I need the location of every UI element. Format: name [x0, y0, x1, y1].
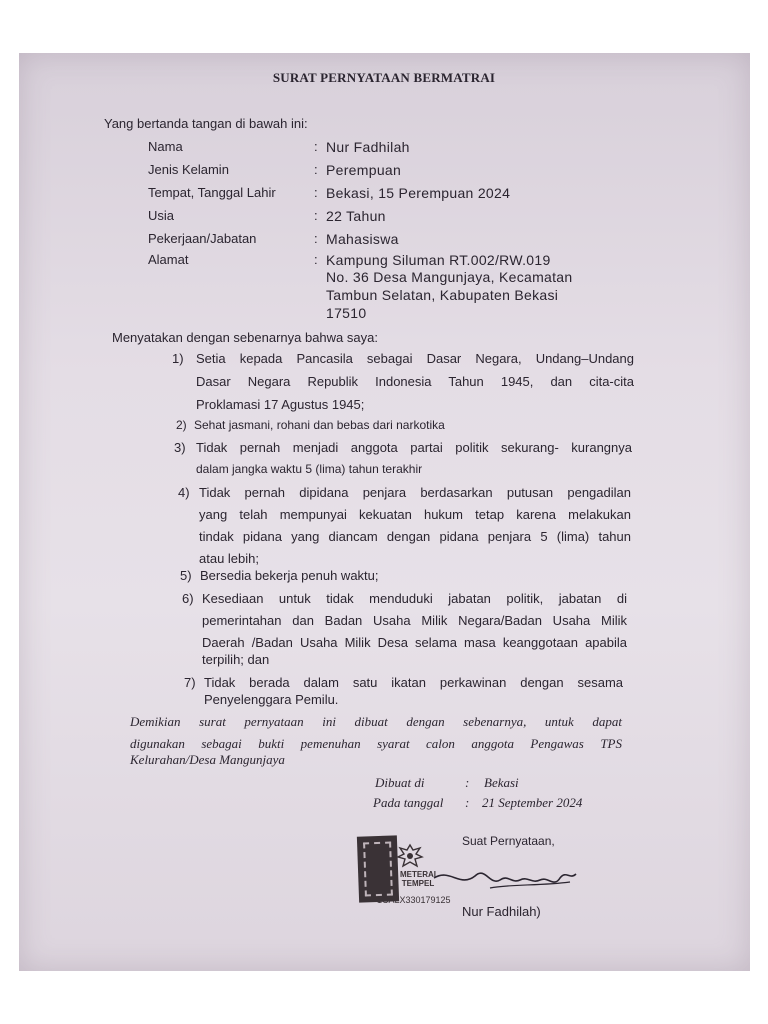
item-line: yang telah mempunyai kekuatan hukum tetap karena melakukan [199, 507, 631, 522]
signer-name: Nur Fadhilah) [462, 904, 541, 919]
address-line: Tambun Selatan, Kabupaten Bekasi [326, 287, 559, 303]
date-value: 21 September 2024 [482, 795, 583, 810]
identity-colon: : [314, 185, 318, 200]
identity-value: Nur Fadhilah [326, 139, 410, 155]
item-line: tindak pidana yang diancam dengan pidana penjara 5 (lima) tahun [199, 529, 631, 544]
item-line: Tidak berada dalam satu ikatan perkawinan dengan sesama [204, 675, 623, 690]
identity-colon: : [314, 139, 318, 154]
identity-label: Pekerjaan/Jabatan [148, 231, 257, 246]
address-line: No. 36 Desa Mangunjaya, Kecamatan [326, 269, 573, 285]
item-number: 5) [180, 568, 192, 583]
document-title: SURAT PERNYATAAN BERMATRAI [272, 70, 496, 85]
item-line: Tidak pernah dipidana penjara berdasarkan putusan pengadilan [199, 485, 631, 500]
item-number: 6) [182, 591, 194, 606]
item-number: 3) [174, 440, 186, 455]
date-colon: : [465, 795, 470, 810]
identity-value: Kampung Siluman RT.002/RW.019 [326, 252, 551, 268]
closing-line: Demikian surat pernyataan ini dibuat dengan sebenarnya, untuk dapat [130, 714, 622, 729]
item-number: 4) [178, 485, 190, 500]
item-line: Bersedia bekerja penuh waktu; [200, 568, 379, 583]
stamp-label-line: TEMPEL [401, 879, 435, 888]
item-line: atau lebih; [199, 551, 259, 566]
item-line: terpilih; dan [202, 652, 270, 667]
identity-label: Alamat [148, 252, 189, 267]
item-line: Dasar Negara Republik Indonesia Tahun 1945, dan cita-cita [196, 374, 634, 389]
identity-label: Usia [148, 208, 175, 223]
identity-colon: : [314, 162, 318, 177]
stamp-serial: 1CALX330179125 [377, 895, 451, 905]
closing-line: Kelurahan/Desa Mangunjaya [130, 752, 285, 767]
identity-colon: : [314, 231, 318, 246]
identity-value: Perempuan [326, 162, 402, 178]
signature-heading: Suat Pernyataan, [462, 834, 555, 848]
item-number: 1) [172, 351, 184, 366]
stamp-label-line: METERAI [400, 870, 436, 879]
garuda-emblem-icon [396, 842, 424, 872]
closing-line: digunakan sebagai bukti pemenuhan syarat calon anggota Pengawas TPS [130, 736, 622, 751]
item-line: Tidak pernah menjadi anggota partai politik sekurang- kurangnya [196, 440, 632, 455]
identity-colon: : [314, 208, 318, 223]
item-line: Setia kepada Pancasila sebagai Dasar Negara, Undang–Undang [196, 351, 634, 366]
item-line: dalam jangka waktu 5 (lima) tahun terakhir [196, 462, 423, 476]
item-line: Sehat jasmani, rohani dan bebas dari narkotika [194, 418, 445, 432]
address-line: 17510 [326, 305, 367, 321]
item-number: 7) [184, 675, 196, 690]
declaration-intro: Menyatakan dengan sebenarnya bahwa saya: [112, 330, 378, 345]
identity-value: Mahasiswa [326, 231, 399, 247]
identity-colon: : [314, 252, 318, 267]
place-value: Bekasi [484, 775, 519, 790]
item-number: 2) [176, 418, 187, 432]
intro-text: Yang bertanda tangan di bawah ini: [104, 116, 308, 131]
place-label: Dibuat di [375, 775, 425, 790]
identity-label: Nama [148, 139, 183, 154]
item-line: pemerintahan dan Badan Usaha Milik Negara/Badan Usaha Milik [202, 613, 627, 628]
item-line: Proklamasi 17 Agustus 1945; [196, 397, 365, 412]
identity-value: Bekasi, 15 Perempuan 2024 [326, 185, 511, 201]
revenue-stamp [357, 835, 399, 902]
item-line: Kesediaan untuk tidak menduduki jabatan politik, jabatan di [202, 591, 627, 606]
item-line: Daerah /Badan Usaha Milik Desa selama masa keanggotaan apabila [202, 635, 627, 650]
date-label: Pada tanggal [373, 795, 444, 810]
place-colon: : [465, 775, 470, 790]
identity-label: Jenis Kelamin [148, 162, 229, 177]
identity-label: Tempat, Tanggal Lahir [148, 185, 276, 200]
handwritten-signature [430, 858, 580, 898]
item-line: Penyelenggara Pemilu. [204, 692, 339, 707]
identity-value: 22 Tahun [326, 208, 386, 224]
